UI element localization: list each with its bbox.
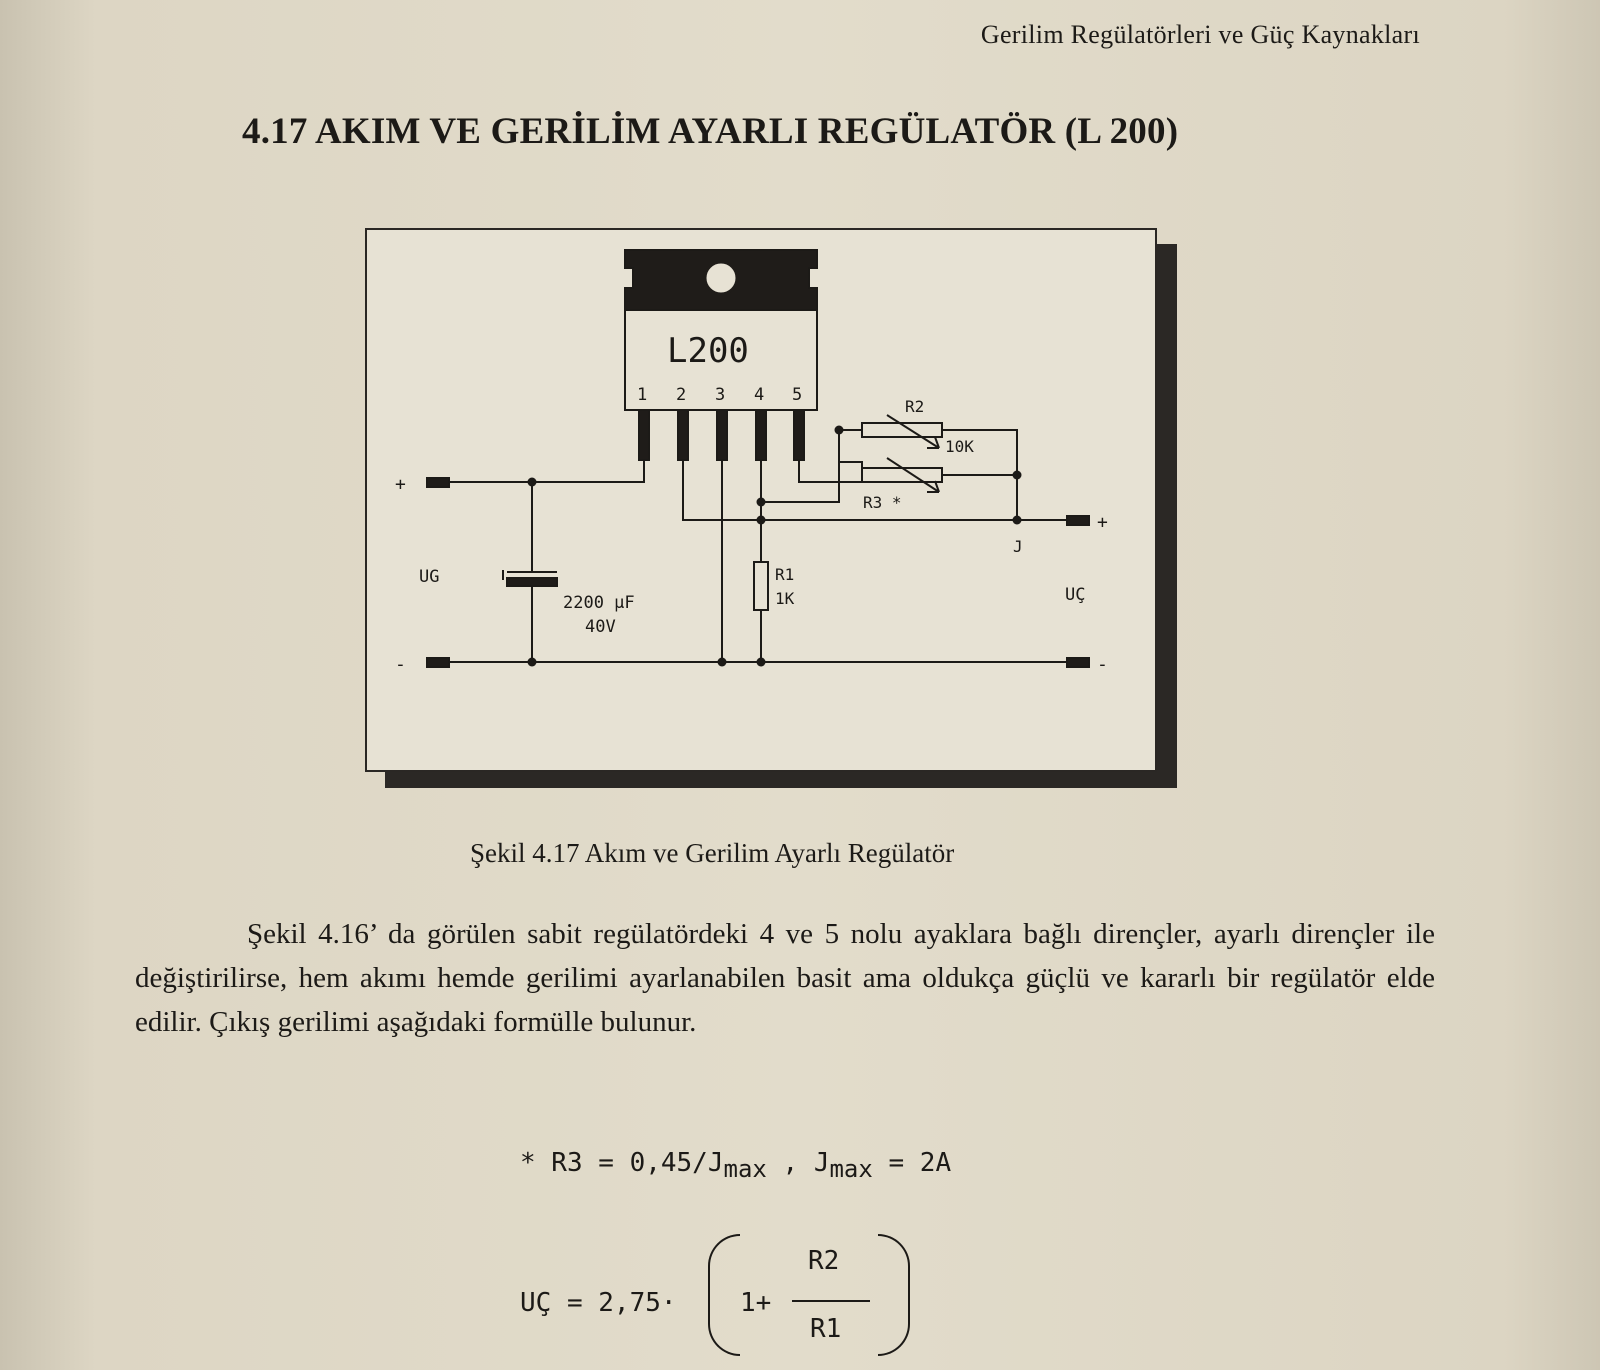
mounting-hole: [705, 262, 737, 294]
section-title: 4.17 AKIM VE GERİLİM AYARLI REGÜLATÖR (L 200): [242, 111, 1179, 152]
formula-fraction-bar: [792, 1300, 870, 1302]
junction-r2-left: [835, 426, 844, 435]
pin-label-2: 2: [676, 385, 687, 405]
schematic-figure: [365, 228, 1157, 772]
r2-value: 10K: [945, 437, 974, 456]
pin-4: [756, 410, 766, 460]
r1-label: R1: [775, 565, 795, 584]
junction-r1: [757, 658, 766, 667]
input-label: UG: [419, 567, 440, 587]
junction-cap-top: [528, 478, 537, 487]
output-plus-terminal: [1067, 516, 1089, 525]
figure-caption: Şekil 4.17 Akım ve Gerilim Ayarlı Regülatör: [470, 838, 955, 868]
formula-output-voltage: [520, 1234, 920, 1359]
input-plus-terminal: [427, 478, 449, 487]
output-label: UÇ: [1065, 585, 1086, 605]
formula-r3-sub2: max: [829, 1155, 873, 1183]
schematic-diagram: [367, 230, 1155, 770]
cap-value: 2200 µF: [563, 593, 635, 613]
junction-pin4: [757, 498, 766, 507]
output-minus-label: -: [1097, 654, 1108, 675]
formula-denominator: R1: [810, 1314, 842, 1344]
ic-label: L200: [667, 331, 749, 371]
pin-2: [678, 410, 688, 460]
junction-r3-right: [1013, 471, 1022, 480]
input-plus-label: +: [395, 474, 406, 495]
running-header: Gerilim Regülatörleri ve Güç Kaynakları: [980, 20, 1420, 49]
formula-r3: [520, 1148, 951, 1183]
pin-label-1: 1: [637, 385, 648, 405]
pin-1: [639, 410, 649, 460]
input-plus-wire: [449, 460, 644, 482]
r3-resistor: [862, 468, 942, 482]
formula-numerator: R2: [808, 1246, 840, 1276]
cap-voltage: 40V: [585, 617, 616, 637]
r2-left-wire: [839, 430, 862, 462]
junction-pin4-out: [757, 516, 766, 525]
r1-value: 1K: [775, 589, 795, 608]
output-minus-terminal: [1067, 658, 1089, 667]
body-paragraph: [135, 912, 1435, 1044]
formula-r3-prefix: * R3 = 0,45/J: [520, 1148, 724, 1178]
junction-pin3: [718, 658, 727, 667]
pin-label-3: 3: [715, 385, 726, 405]
node-label: J: [1013, 537, 1023, 556]
r2-label: R2: [905, 397, 925, 416]
junction-j: [1013, 516, 1022, 525]
formula-left-paren: [708, 1234, 740, 1356]
formula-right-paren: [878, 1234, 910, 1356]
pin-5: [794, 410, 804, 460]
input-minus-terminal: [427, 658, 449, 667]
cap-plate-bottom: [507, 578, 557, 586]
formula-one-plus: 1+: [740, 1288, 772, 1318]
formula-uc-lhs: UÇ = 2,75·: [520, 1288, 677, 1318]
formula-r3-sub1: max: [723, 1155, 767, 1183]
r3-left-link: [839, 462, 862, 468]
pin5-wire: [799, 460, 862, 482]
pin2-output-wire: [683, 460, 1017, 520]
pin-3: [717, 410, 727, 460]
r1-resistor: [754, 562, 768, 610]
formula-r3-suffix: = 2A: [872, 1148, 952, 1178]
r3-label: R3 *: [863, 493, 902, 512]
pin-label-4: 4: [754, 385, 765, 405]
formula-r3-mid: , J: [766, 1148, 830, 1178]
pin-label-5: 5: [792, 385, 803, 405]
junction-cap-bottom: [528, 658, 537, 667]
paragraph-text: Şekil 4.16’ da görülen sabit regülatördeki 4 ve 5 nolu ayaklara bağlı dirençler, ayarlı dirençler ile değiştirilirse, hem akımı hemde gerilimi ayarlanabilen basit ama oldukça güçlü ve kararlı bir regülatör elde edilir. Çıkış gerilimi aşağıdaki formülle bulunur.: [135, 918, 1435, 1038]
output-plus-label: +: [1097, 512, 1108, 533]
input-minus-label: -: [395, 654, 406, 675]
